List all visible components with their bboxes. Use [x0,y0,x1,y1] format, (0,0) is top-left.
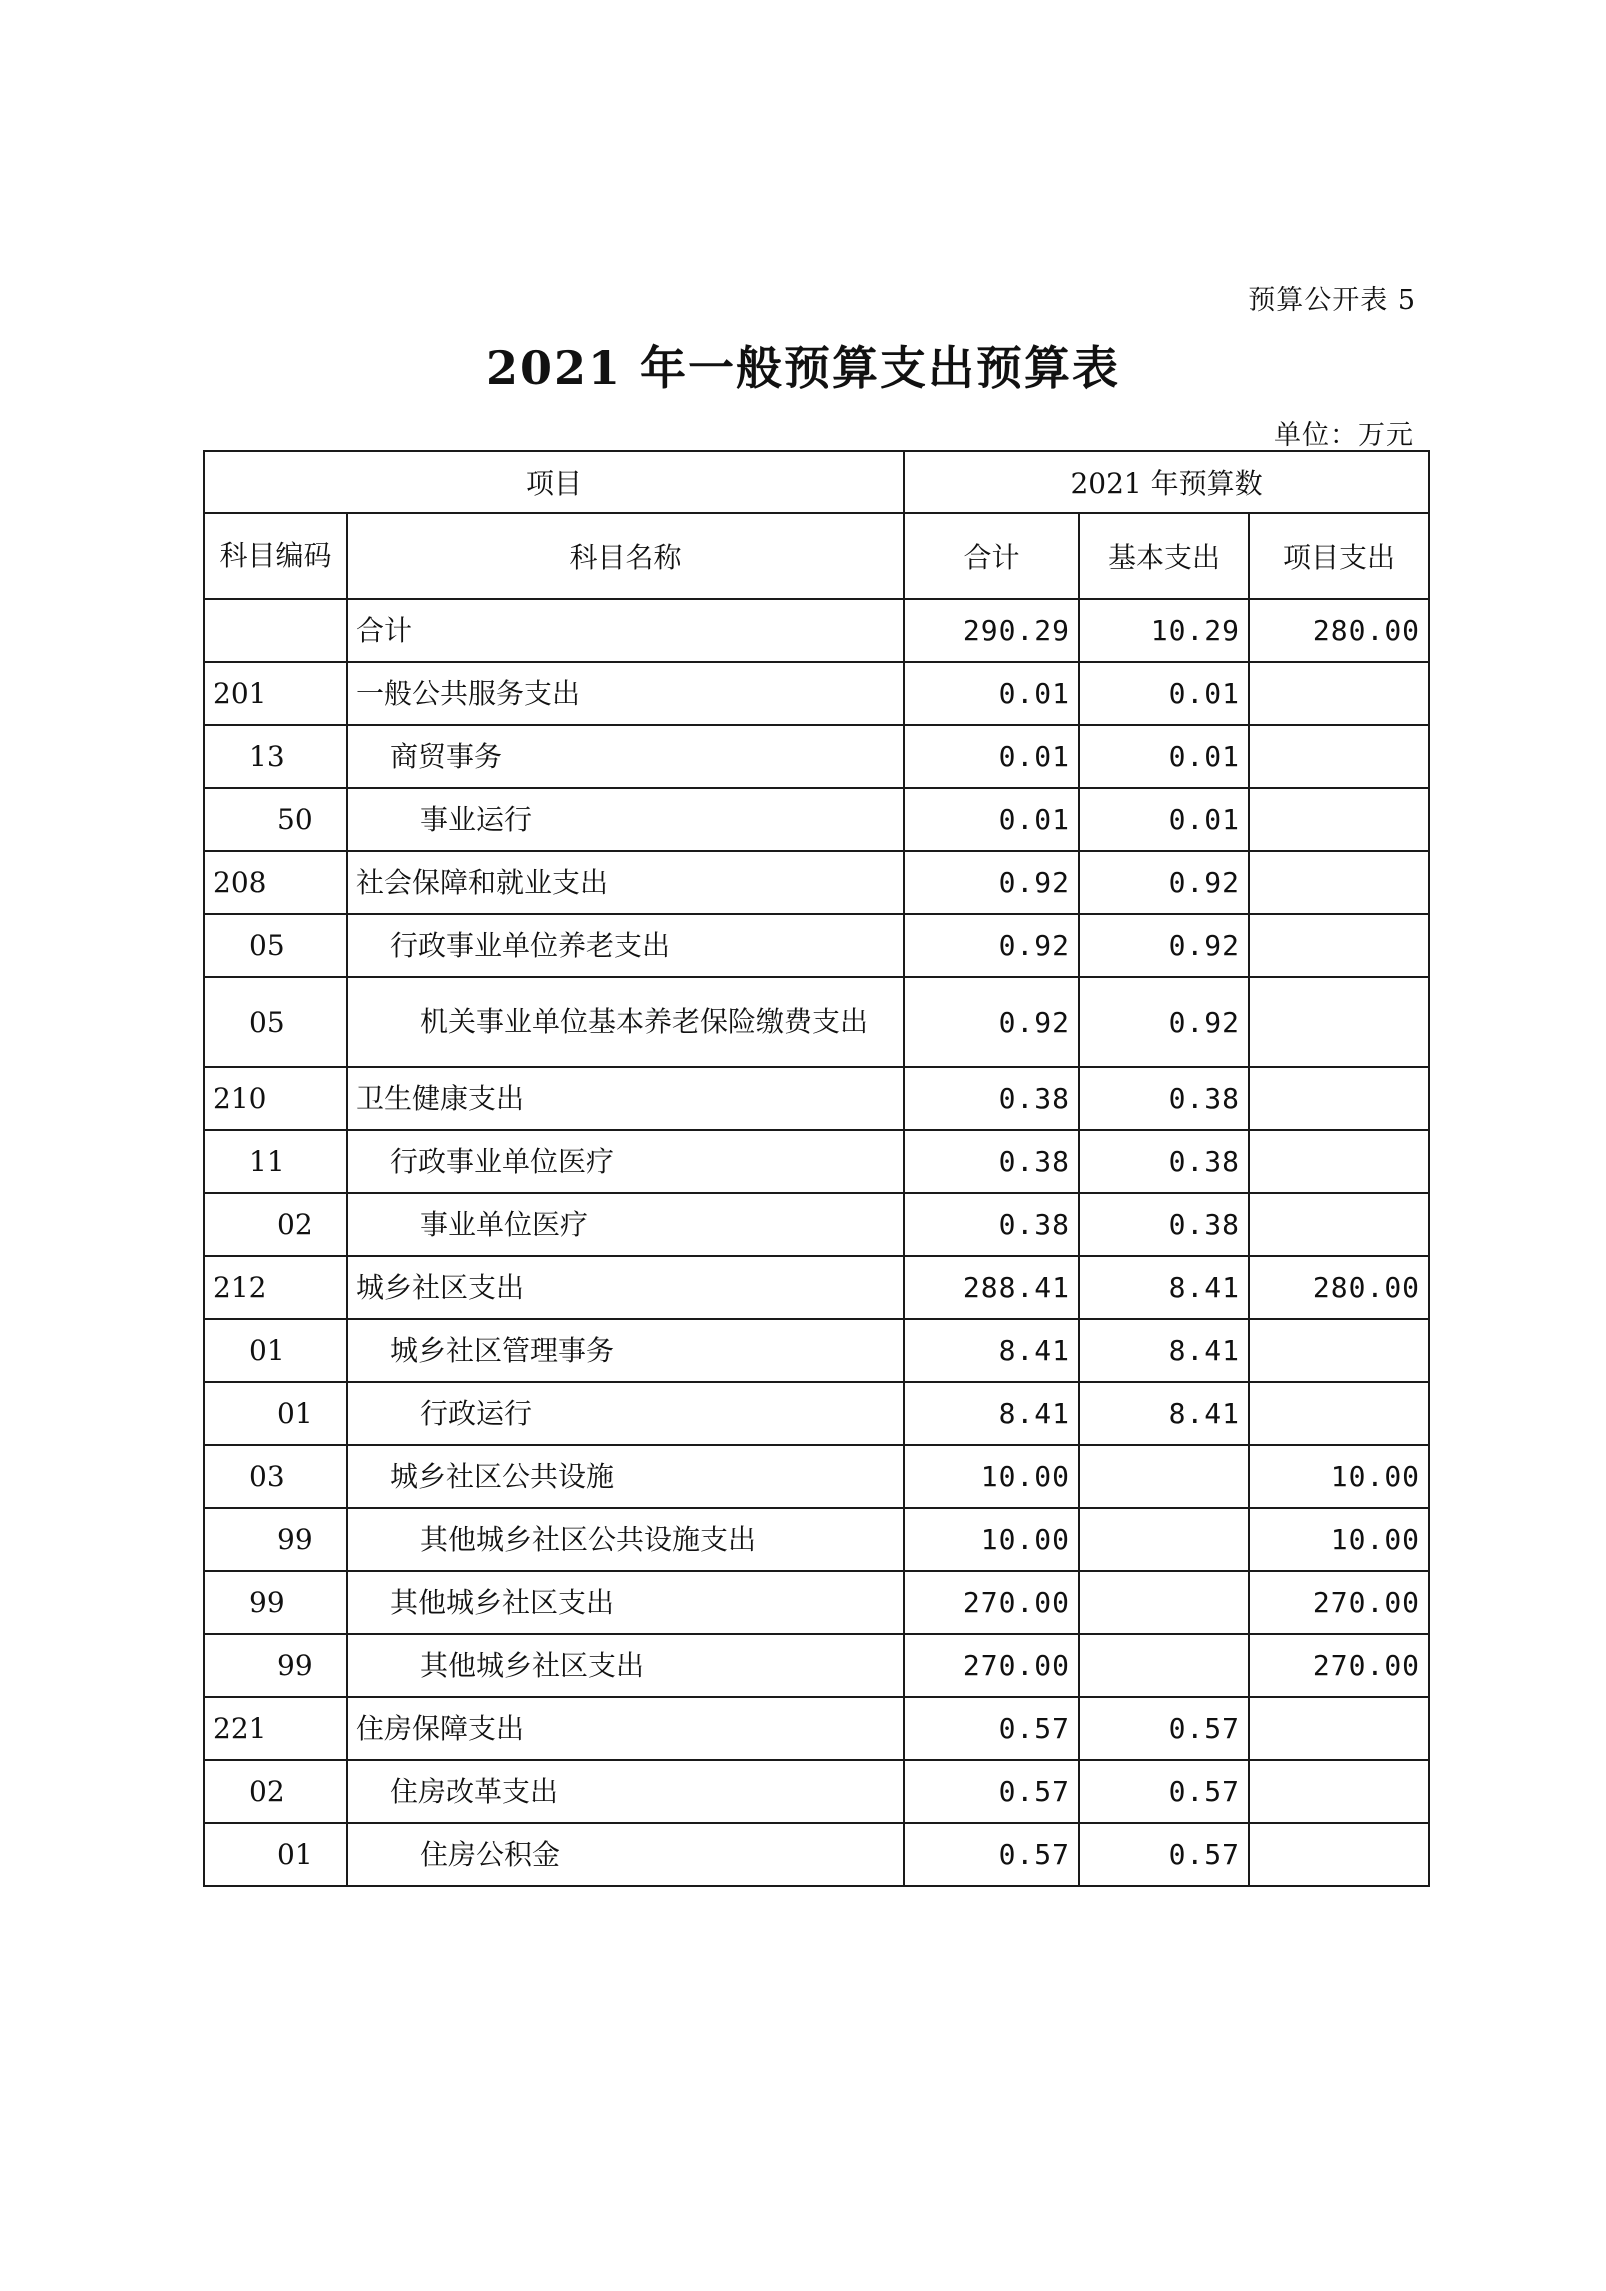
row-basic [1079,1508,1249,1571]
row-project [1249,1193,1429,1256]
row-name: 城乡社区支出 [347,1256,904,1319]
row-total: 0.92 [904,977,1079,1067]
header-budget-group: 2021 年预算数 [904,451,1429,513]
row-name: 行政事业单位养老支出 [347,914,904,977]
row-code: 05 [204,977,347,1067]
row-project [1249,1130,1429,1193]
row-basic [1079,1634,1249,1697]
row-code: 210 [204,1067,347,1130]
row-basic [1079,1445,1249,1508]
row-name: 合计 [347,599,904,662]
row-basic [1079,1571,1249,1634]
row-project [1249,914,1429,977]
row-basic: 10.29 [1079,599,1249,662]
header-project: 项目支出 [1249,513,1429,599]
row-basic: 8.41 [1079,1382,1249,1445]
row-total: 270.00 [904,1571,1079,1634]
row-total: 10.00 [904,1445,1079,1508]
row-project: 280.00 [1249,1256,1429,1319]
row-project: 270.00 [1249,1571,1429,1634]
header-total: 合计 [904,513,1079,599]
row-total: 10.00 [904,1508,1079,1571]
row-name: 住房公积金 [347,1823,904,1886]
row-basic: 0.01 [1079,725,1249,788]
row-name: 住房改革支出 [347,1760,904,1823]
row-project [1249,1823,1429,1886]
row-project [1249,662,1429,725]
row-project [1249,1760,1429,1823]
header-row-1 [204,451,1429,513]
table-row [204,977,1429,1067]
table-row [204,1382,1429,1445]
page-title: 2021 年一般预算支出预算表 [485,341,1121,395]
row-code: 05 [204,914,347,977]
row-project [1249,1697,1429,1760]
row-code: 50 [204,788,347,851]
table-row [204,1508,1429,1571]
header-item: 项目 [204,451,904,513]
row-total: 288.41 [904,1256,1079,1319]
row-basic: 0.57 [1079,1760,1249,1823]
row-total: 0.01 [904,662,1079,725]
row-project: 10.00 [1249,1445,1429,1508]
row-name: 其他城乡社区支出 [347,1634,904,1697]
row-code: 99 [204,1571,347,1634]
row-project [1249,1382,1429,1445]
row-basic: 8.41 [1079,1319,1249,1382]
row-name: 一般公共服务支出 [347,662,904,725]
row-basic: 0.38 [1079,1130,1249,1193]
row-basic: 0.01 [1079,788,1249,851]
header-basic: 基本支出 [1079,513,1249,599]
row-project [1249,851,1429,914]
budget-table [203,450,1430,1887]
row-name: 行政运行 [347,1382,904,1445]
row-code: 99 [204,1508,347,1571]
row-total: 0.38 [904,1193,1079,1256]
table-row [204,1319,1429,1382]
table-row [204,1445,1429,1508]
row-name: 事业单位医疗 [347,1193,904,1256]
row-name: 城乡社区管理事务 [347,1319,904,1382]
table-row [204,1571,1429,1634]
row-name: 卫生健康支出 [347,1067,904,1130]
table-row [204,662,1429,725]
row-code: 01 [204,1823,347,1886]
table-row [204,725,1429,788]
row-code: 03 [204,1445,347,1508]
row-name: 事业运行 [347,788,904,851]
row-code: 01 [204,1382,347,1445]
table-row [204,599,1429,662]
table-row [204,1193,1429,1256]
table-row [204,1697,1429,1760]
row-code: 221 [204,1697,347,1760]
header-name: 科目名称 [347,513,904,599]
row-name: 社会保障和就业支出 [347,851,904,914]
row-name: 住房保障支出 [347,1697,904,1760]
table-row [204,1256,1429,1319]
table-row [204,1067,1429,1130]
row-total: 0.57 [904,1823,1079,1886]
row-basic: 0.92 [1079,851,1249,914]
row-total: 0.38 [904,1130,1079,1193]
row-total: 0.57 [904,1697,1079,1760]
row-name: 其他城乡社区支出 [347,1571,904,1634]
row-basic: 0.92 [1079,914,1249,977]
table-row [204,1823,1429,1886]
table-row [204,1130,1429,1193]
row-total: 270.00 [904,1634,1079,1697]
row-project: 270.00 [1249,1634,1429,1697]
row-code: 01 [204,1319,347,1382]
row-project [1249,1319,1429,1382]
row-name: 行政事业单位医疗 [347,1130,904,1193]
row-project [1249,977,1429,1067]
row-basic: 0.57 [1079,1823,1249,1886]
row-name: 城乡社区公共设施 [347,1445,904,1508]
row-project: 280.00 [1249,599,1429,662]
row-project [1249,1067,1429,1130]
row-code: 02 [204,1760,347,1823]
table-row [204,1634,1429,1697]
row-basic: 0.57 [1079,1697,1249,1760]
row-basic: 0.38 [1079,1067,1249,1130]
row-code: 11 [204,1130,347,1193]
row-name: 其他城乡社区公共设施支出 [347,1508,904,1571]
row-total: 8.41 [904,1319,1079,1382]
header-row-2 [204,513,1429,599]
row-name: 商贸事务 [347,725,904,788]
row-total: 0.57 [904,1760,1079,1823]
row-code [204,599,347,662]
row-basic: 0.38 [1079,1193,1249,1256]
row-code: 02 [204,1193,347,1256]
table-row [204,1760,1429,1823]
row-total: 0.92 [904,914,1079,977]
row-code: 208 [204,851,347,914]
row-total: 0.92 [904,851,1079,914]
row-total: 0.38 [904,1067,1079,1130]
row-code: 212 [204,1256,347,1319]
row-basic: 8.41 [1079,1256,1249,1319]
header-code: 科目编码 [204,513,347,599]
row-total: 8.41 [904,1382,1079,1445]
table-row [204,914,1429,977]
row-name: 机关事业单位基本养老保险缴费支出 [347,977,904,1067]
row-project [1249,788,1429,851]
row-project [1249,725,1429,788]
row-code: 99 [204,1634,347,1697]
row-basic: 0.01 [1079,662,1249,725]
table-row [204,788,1429,851]
row-code: 201 [204,662,347,725]
form-number: 预算公开表 5 [1248,285,1416,316]
row-total: 0.01 [904,725,1079,788]
unit-label: 单位：万元 [1274,420,1414,451]
row-code: 13 [204,725,347,788]
row-total: 290.29 [904,599,1079,662]
row-total: 0.01 [904,788,1079,851]
row-project: 10.00 [1249,1508,1429,1571]
row-basic: 0.92 [1079,977,1249,1067]
table-row [204,851,1429,914]
